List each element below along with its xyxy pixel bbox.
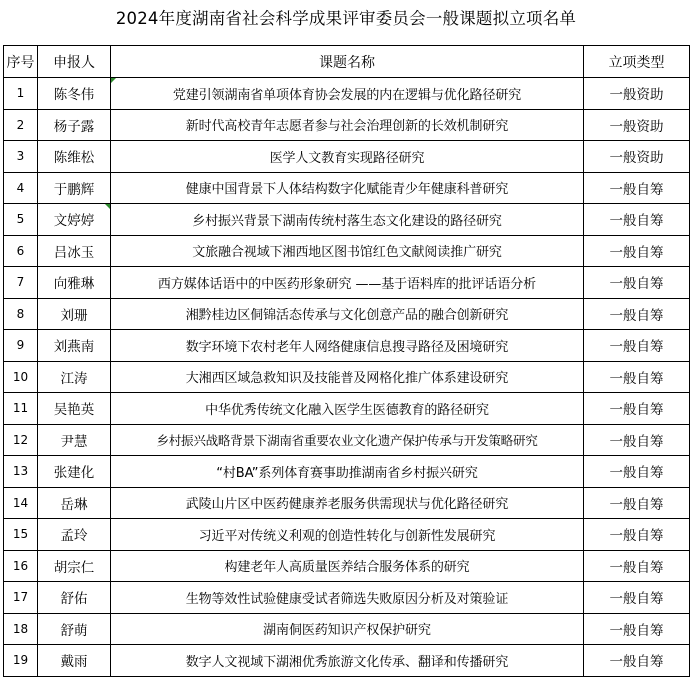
row-topic: 乡村振兴战略背景下湖南省重要农业文化遗产保护传承与开发策略研究 bbox=[111, 424, 584, 456]
row-applicant bbox=[38, 204, 111, 236]
row-applicant: 胡宗仁 bbox=[38, 550, 111, 582]
row-no: 11 bbox=[4, 393, 38, 425]
table-row bbox=[4, 424, 690, 456]
row-type: 一般自筹 bbox=[584, 550, 690, 582]
table-row bbox=[4, 393, 690, 425]
row-topic: 湖南侗医药知识产权保护研究 bbox=[111, 613, 584, 645]
row-no: 2 bbox=[4, 109, 38, 141]
row-applicant-text: 文婷婷 bbox=[53, 213, 95, 230]
table-row bbox=[4, 487, 690, 519]
table-row bbox=[4, 267, 690, 299]
column-header-applicant: 申报人 bbox=[38, 46, 111, 78]
table-row bbox=[4, 361, 690, 393]
row-topic: 大湘西区域急救知识及技能普及网格化推广体系建设研究 bbox=[111, 361, 584, 393]
row-topic: 健康中国背景下人体结构数字化赋能青少年健康科普研究 bbox=[111, 172, 584, 204]
row-topic: “村BA”系列体育赛事助推湖南省乡村振兴研究 bbox=[111, 456, 584, 488]
row-type: 一般资助 bbox=[584, 141, 690, 173]
table-row bbox=[4, 172, 690, 204]
row-topic: 生物等效性试验健康受试者筛选失败原因分析及对策验证 bbox=[111, 582, 584, 614]
row-type: 一般自筹 bbox=[584, 519, 690, 551]
row-applicant: 尹慧 bbox=[38, 424, 111, 456]
row-applicant-text: 陈冬伟 bbox=[53, 87, 95, 104]
row-applicant: 吕冰玉 bbox=[38, 235, 111, 267]
row-applicant: 刘珊 bbox=[38, 298, 111, 330]
row-no: 9 bbox=[4, 330, 38, 362]
table-row bbox=[4, 550, 690, 582]
comment-marker bbox=[105, 204, 110, 209]
row-applicant: 舒佑 bbox=[38, 582, 111, 614]
row-no: 10 bbox=[4, 361, 38, 393]
row-no: 19 bbox=[4, 645, 38, 677]
row-type: 一般自筹 bbox=[584, 645, 690, 677]
row-type: 一般自筹 bbox=[584, 424, 690, 456]
row-type: 一般自筹 bbox=[584, 298, 690, 330]
row-applicant: 岳琳 bbox=[38, 487, 111, 519]
row-type: 一般自筹 bbox=[584, 487, 690, 519]
table-header-row bbox=[4, 46, 690, 78]
table-row bbox=[4, 235, 690, 267]
row-applicant: 江涛 bbox=[38, 361, 111, 393]
row-no: 16 bbox=[4, 550, 38, 582]
row-applicant bbox=[38, 78, 111, 110]
row-type: 一般资助 bbox=[584, 78, 690, 110]
row-topic: 中华优秀传统文化融入医学生医德教育的路径研究 bbox=[111, 393, 584, 425]
column-header-type: 立项类型 bbox=[584, 46, 690, 78]
column-header-no: 序号 bbox=[4, 46, 38, 78]
table-row bbox=[4, 204, 690, 236]
row-topic: 新时代高校青年志愿者参与社会治理创新的长效机制研究 bbox=[111, 109, 584, 141]
row-type: 一般自筹 bbox=[584, 613, 690, 645]
row-topic: 文旅融合视域下湘西地区图书馆红色文献阅读推广研究 bbox=[111, 235, 584, 267]
row-applicant: 孟玲 bbox=[38, 519, 111, 551]
row-type: 一般自筹 bbox=[584, 361, 690, 393]
table-row bbox=[4, 298, 690, 330]
row-topic: 构建老年人高质量医养结合服务体系的研究 bbox=[111, 550, 584, 582]
row-type: 一般自筹 bbox=[584, 235, 690, 267]
comment-marker bbox=[111, 78, 116, 83]
row-no: 6 bbox=[4, 235, 38, 267]
row-applicant: 刘燕南 bbox=[38, 330, 111, 362]
table-row bbox=[4, 645, 690, 677]
row-topic: 医学人文教育实现路径研究 bbox=[111, 141, 584, 173]
table-row bbox=[4, 109, 690, 141]
row-type: 一般资助 bbox=[584, 109, 690, 141]
row-type: 一般自筹 bbox=[584, 267, 690, 299]
row-no: 18 bbox=[4, 613, 38, 645]
row-type: 一般自筹 bbox=[584, 204, 690, 236]
row-applicant: 张建化 bbox=[38, 456, 111, 488]
row-applicant: 杨子露 bbox=[38, 109, 111, 141]
row-topic: 武陵山片区中医药健康养老服务供需现状与优化路径研究 bbox=[111, 487, 584, 519]
table-row bbox=[4, 613, 690, 645]
table-row bbox=[4, 141, 690, 173]
row-applicant: 陈维松 bbox=[38, 141, 111, 173]
row-no: 12 bbox=[4, 424, 38, 456]
row-type: 一般自筹 bbox=[584, 393, 690, 425]
table-row bbox=[4, 330, 690, 362]
row-no: 13 bbox=[4, 456, 38, 488]
row-type: 一般自筹 bbox=[584, 330, 690, 362]
row-applicant: 舒萌 bbox=[38, 613, 111, 645]
row-type: 一般自筹 bbox=[584, 172, 690, 204]
row-no: 15 bbox=[4, 519, 38, 551]
page-title: 2024年度湖南省社会科学成果评审委员会一般课题拟立项名单 bbox=[115, 9, 577, 28]
column-header-topic: 课题名称 bbox=[111, 46, 584, 78]
row-topic: 数字环境下农村老年人网络健康信息搜寻路径及困境研究 bbox=[111, 330, 584, 362]
row-applicant: 向雅琳 bbox=[38, 267, 111, 299]
row-type: 一般自筹 bbox=[584, 456, 690, 488]
row-applicant: 于鹏辉 bbox=[38, 172, 111, 204]
row-topic: 习近平对传统义利观的创造性转化与创新性发展研究 bbox=[111, 519, 584, 551]
table-row bbox=[4, 456, 690, 488]
row-applicant: 吴艳英 bbox=[38, 393, 111, 425]
row-type: 一般自筹 bbox=[584, 582, 690, 614]
project-list-table bbox=[3, 45, 690, 677]
row-no: 1 bbox=[4, 78, 38, 110]
table-row bbox=[4, 519, 690, 551]
row-applicant: 戴雨 bbox=[38, 645, 111, 677]
row-no: 3 bbox=[4, 141, 38, 173]
row-no: 14 bbox=[4, 487, 38, 519]
row-no: 8 bbox=[4, 298, 38, 330]
table-row bbox=[4, 78, 690, 110]
row-no: 5 bbox=[4, 204, 38, 236]
row-topic: 数字人文视域下湖湘优秀旅游文化传承、翻译和传播研究 bbox=[111, 645, 584, 677]
table-row bbox=[4, 582, 690, 614]
row-topic: 西方媒体话语中的中医药形象研究 ——基于语料库的批评话语分析 bbox=[111, 267, 584, 299]
row-no: 7 bbox=[4, 267, 38, 299]
row-topic bbox=[111, 78, 584, 110]
row-topic: 乡村振兴背景下湖南传统村落生态文化建设的路径研究 bbox=[111, 204, 584, 236]
row-topic-text: 党建引领湖南省单项体育协会发展的内在逻辑与优化路径研究 bbox=[172, 87, 522, 103]
row-no: 4 bbox=[4, 172, 38, 204]
row-topic: 湘黔桂边区侗锦活态传承与文化创意产品的融合创新研究 bbox=[111, 298, 584, 330]
row-no: 17 bbox=[4, 582, 38, 614]
